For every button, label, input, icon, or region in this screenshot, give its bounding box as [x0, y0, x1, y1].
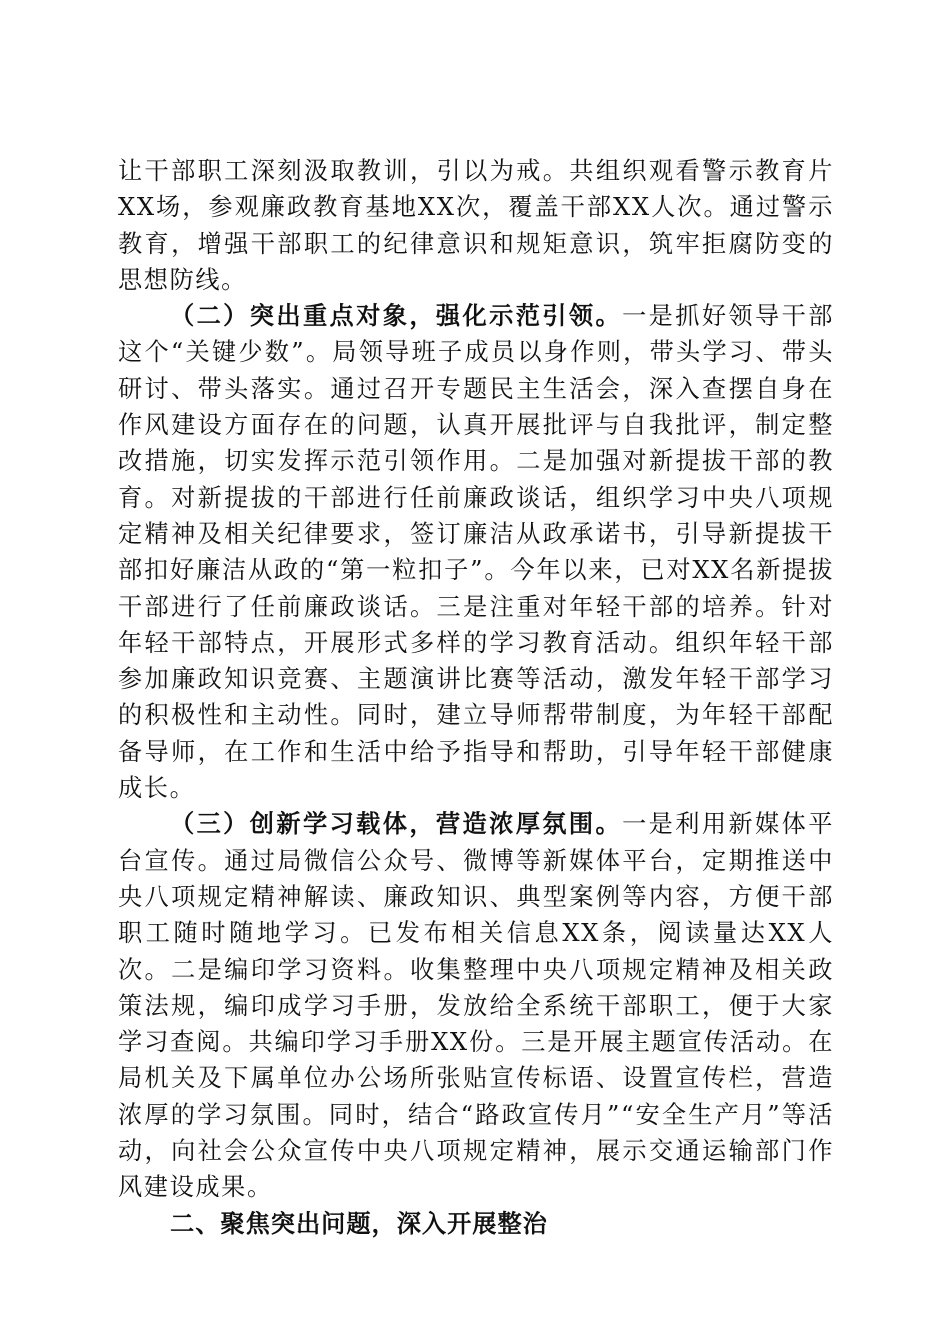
paragraph-text: 一是抓好领导干部这个“关键少数”。局领导班子成员以身作则，带头学习、带头研讨、带头落实。通过召开专题民主生活会，深入查摆自身在作风建设方面存在的问题，认真开展批评与自我批评，制定整改措施，切实发挥示范引领作用。二是加强对新提拔干部的教育。对新提拔的干部进行任前廉政谈话，组织学习中央八项规定精神及相关纪律要求，签订廉洁从政承诺书，引导新提拔干部扣好廉洁从政的“第一粒扣子”。今年以来，已对XX名新提拔干部进行了任前廉政谈话。三是注重对年轻干部的培养。针对年轻干部特点，开展形式多样的学习教育活动。组织年轻干部参加廉政知识竞赛、主题演讲比赛等活动，激发年轻干部学习的积极性和主动性。同时，建立导师帮带制度，为年轻干部配备导师，在工作和生活中给予指导和帮助，引导年轻干部健康成长。	[118, 302, 834, 803]
document-body	[118, 153, 834, 1242]
paragraph-text: 一是利用新媒体平台宣传。通过局微信公众号、微博等新媒体平台，定期推送中央八项规定精神解读、廉政知识、典型案例等内容，方便干部职工随时随地学习。已发布相关信息XX条，阅读量达XX人次。二是编印学习资料。收集整理中央八项规定精神及相关政策法规，编印成学习手册，发放给全系统干部职工，便于大家学习查阅。共编印学习手册XX份。三是开展主题宣传活动。在局机关及下属单位办公场所张贴宣传标语、设置宣传栏，营造浓厚的学习氛围。同时，结合“路政宣传月”“安全生产月”等活动，向社会公众宣传中央八项规定精神，展示交通运输部门作风建设成果。	[118, 810, 834, 1202]
paragraph-learning-carriers	[118, 806, 834, 1205]
section-heading: 二、聚焦突出问题，深入开展整治	[170, 1209, 548, 1238]
paragraph-lead-heading: （三）创新学习载体，营造浓厚氛围。	[170, 809, 623, 839]
paragraph-lead-heading: （二）突出重点对象，强化示范引领。	[170, 301, 623, 331]
paragraph-text: 让干部职工深刻汲取教训，引以为戒。共组织观看警示教育片XX场，参观廉政教育基地XX次，覆盖干部XX人次。通过警示教育，增强干部职工的纪律意识和规矩意识，筑牢拒腐防变的思想防线。	[118, 157, 834, 294]
paragraph-continuation	[118, 153, 834, 298]
paragraph-key-targets	[118, 298, 834, 806]
